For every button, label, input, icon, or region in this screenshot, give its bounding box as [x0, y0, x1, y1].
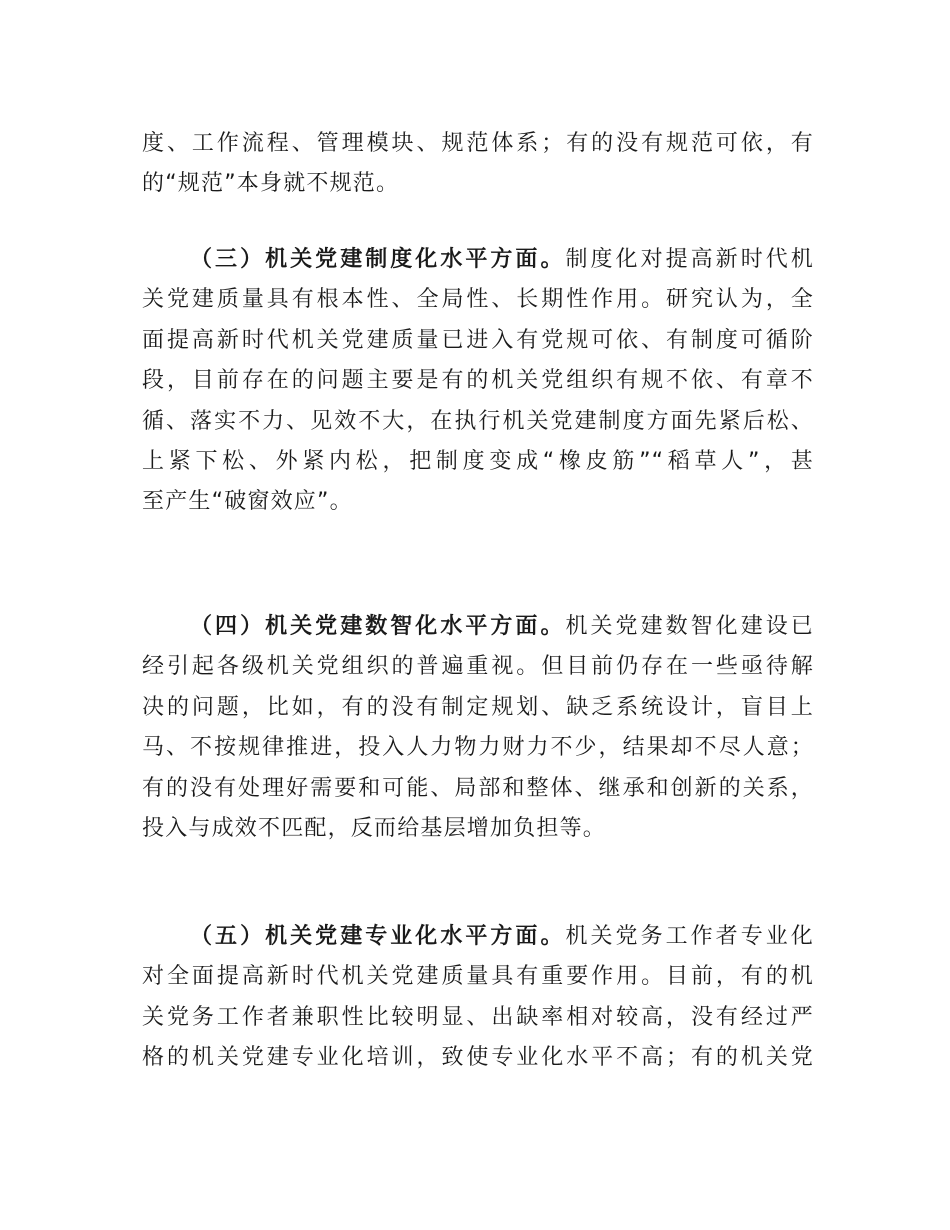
text-run: 制度化对提高新时代机: [565, 247, 814, 272]
text-line: 经引起各级机关党组织的普遍重视。但目前仍存在一些亟待解: [142, 654, 814, 680]
text-line: 循、落实不力、见效不大，在执行机关党建制度方面先紧后松、: [142, 408, 814, 434]
paragraph-institutionalization: [142, 240, 814, 523]
text-line: 的“规范”本身就不规范。: [142, 171, 400, 197]
text-line: 有的没有处理好需要和可能、局部和整体、继承和创新的关系，: [142, 775, 814, 801]
text-line: 格的机关党建专业化培训，致使专业化水平不高；有的机关党: [142, 1045, 814, 1071]
paragraph-first-line: [142, 917, 814, 957]
text-line: 决的问题，比如，有的没有制定规划、缺乏系统设计，盲目上: [142, 694, 814, 720]
paragraph-first-line: [142, 240, 814, 280]
section-heading: （三）机关党建制度化水平方面。: [190, 247, 566, 272]
text-line: 至产生“破窗效应”。: [142, 489, 353, 515]
section-heading: （四）机关党建数智化水平方面。: [190, 614, 566, 639]
text-line: 关党建质量具有根本性、全局性、长期性作用。研究认为，全: [142, 287, 814, 313]
paragraph-professionalization: [142, 917, 814, 1079]
text-line: 面提高新时代机关党建质量已进入有党规可依、有制度可循阶: [142, 327, 814, 353]
paragraph-continuation: [142, 124, 814, 205]
paragraph-digital-intelligence: [142, 607, 814, 849]
text-run: 机关党务工作者专业化: [565, 924, 814, 949]
text-line: 对全面提高新时代机关党建质量具有重要作用。目前，有的机: [142, 964, 814, 990]
text-line: 马、不按规律推进，投入人力物力财力不少，结果却不尽人意；: [142, 735, 814, 761]
text-line: 关党务工作者兼职性比较明显、出缺率相对较高，没有经过严: [142, 1004, 814, 1030]
text-line: 段，目前存在的问题主要是有的机关党组织有规不依、有章不: [142, 368, 814, 394]
text-run: 机关党建数智化建设已: [565, 614, 814, 639]
text-line: 上紧下松、外紧内松，把制度变成“橡皮筋”“稻草人”，甚: [142, 448, 814, 474]
paragraph-first-line: [142, 607, 814, 647]
text-line: 投入与成效不匹配，反而给基层增加负担等。: [142, 815, 607, 841]
section-heading: （五）机关党建专业化水平方面。: [190, 924, 566, 949]
text-line: 度、工作流程、管理模块、规范体系；有的没有规范可依，有: [142, 131, 814, 156]
